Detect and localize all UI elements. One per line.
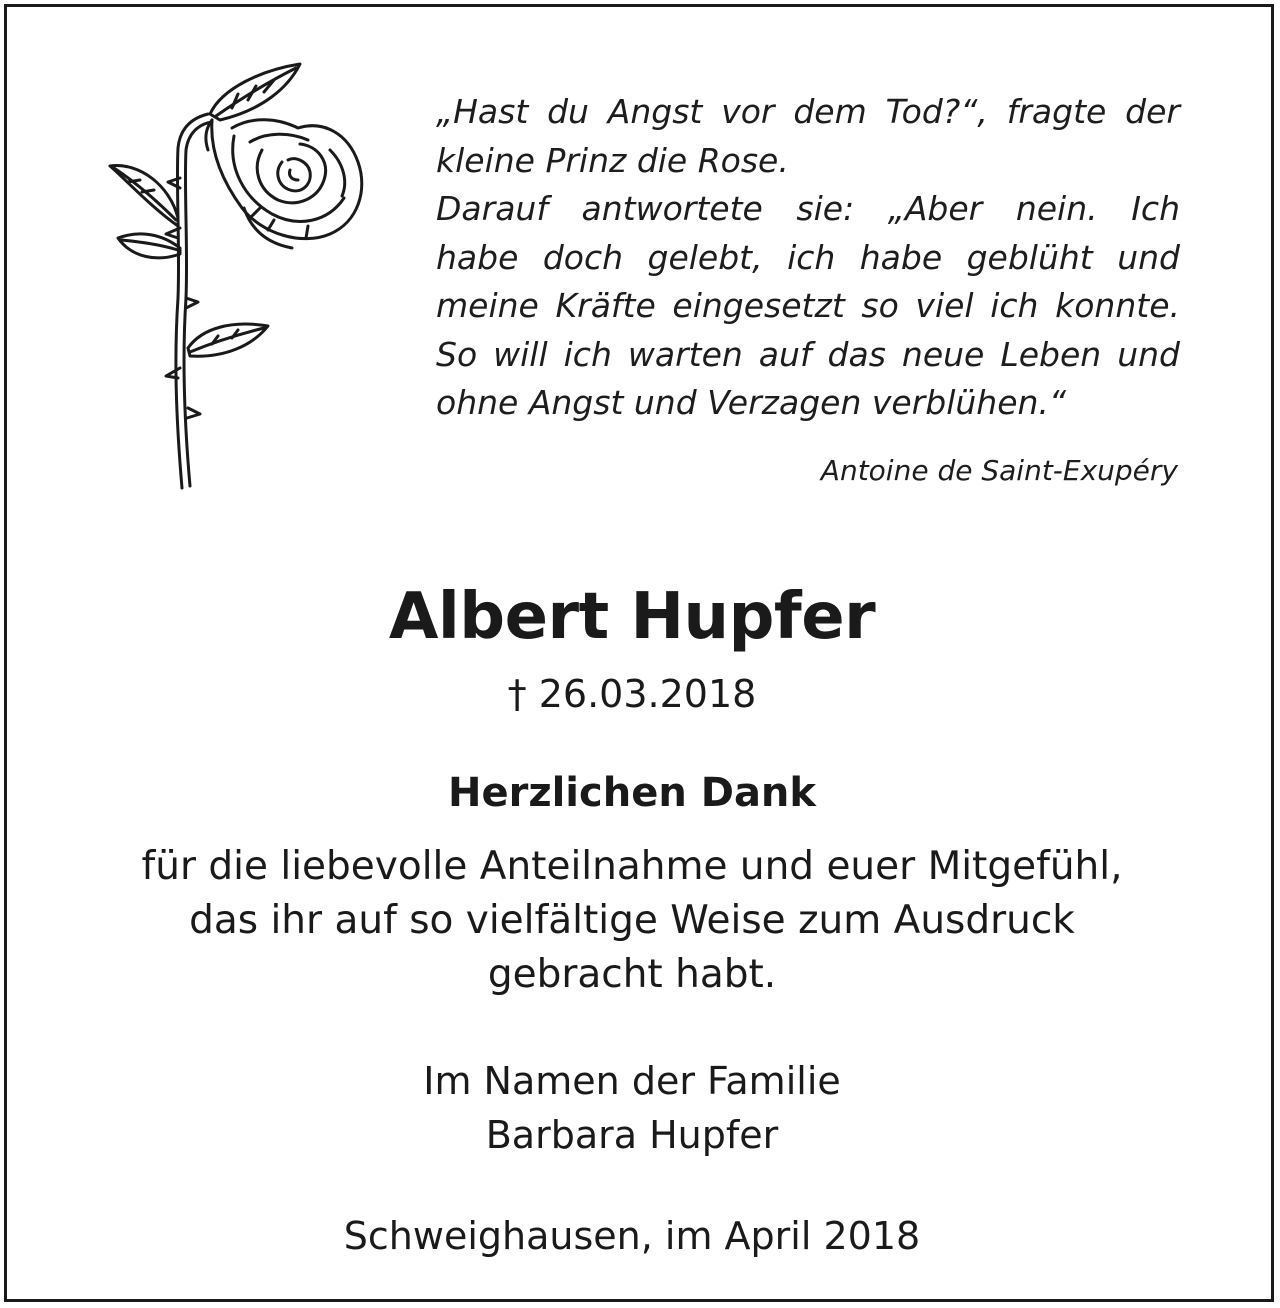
thanks-title: Herzlichen Dank (447, 770, 817, 816)
quote-block (436, 88, 1180, 428)
quote-line: ohne Angst und Verzagen verblühen.“ (436, 383, 1066, 422)
place-date: Schweighausen, im April 2018 (343, 1214, 921, 1258)
family-line: Im Namen der Familie (423, 1059, 841, 1103)
quote-author: Antoine de Saint-Exupéry (820, 454, 1178, 487)
quote-line: Darauf antwortete sie: „Aber nein. Ich (436, 189, 1180, 228)
quote-line: „Hast du Angst vor dem Tod?“, fragte der (436, 92, 1180, 131)
thanks-line: das ihr auf so vielfältige Weise zum Ausdruck (189, 898, 1075, 943)
family-line: Barbara Hupfer (485, 1113, 779, 1157)
death-date: † 26.03.2018 (507, 672, 757, 716)
thanks-text (0, 840, 1264, 1002)
thanks-line: gebracht habt. (487, 952, 777, 997)
rose-icon (92, 58, 372, 498)
thanks-line: für die liebevolle Anteilnahme und euer Mitgefühl, (141, 844, 1123, 889)
deceased-name: Albert Hupfer (388, 580, 876, 654)
quote-line: habe doch gelebt, ich habe geblüht und (436, 237, 1180, 277)
family-signature (0, 1054, 1264, 1162)
quote-line: kleine Prinz die Rose. (436, 140, 789, 180)
quote-line: So will ich warten auf das neue Leben und (436, 334, 1180, 374)
quote-line: meine Kräfte eingesetzt so viel ich konnte. (436, 286, 1180, 325)
